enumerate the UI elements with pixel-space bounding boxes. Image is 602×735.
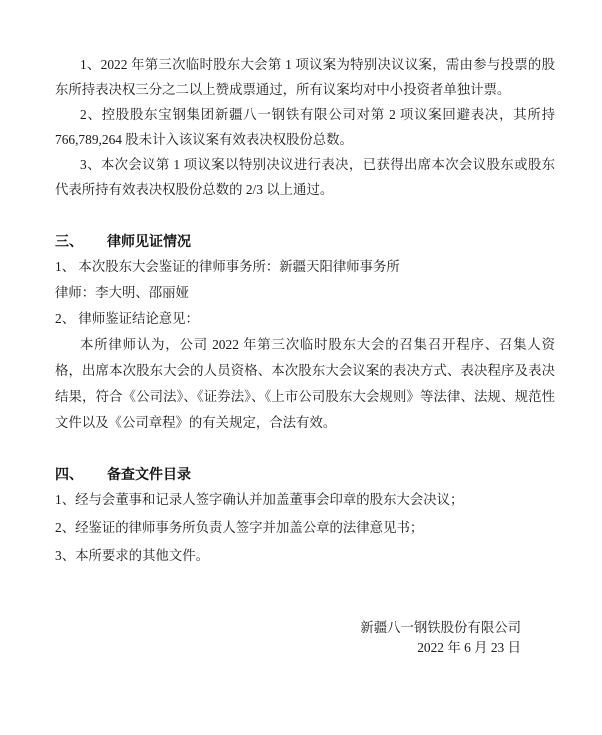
paragraph-special-resolution-rule: 1、2022 年第三次临时股东大会第 1 项议案为特别决议议案，需由参与投票的股东所持表决权三分之二以上赞成票通过，所有议案均对中小投资者单独计票。 [55, 57, 555, 97]
section-title-lawyer-witness: 律师见证情况 [107, 233, 191, 249]
section-number-three: 三、 [55, 233, 83, 249]
lawyer-firm-line: 1、 本次股东大会鉴证的律师事务所：新疆天阳律师事务所 [55, 259, 400, 274]
lawyer-opinion-paragraph: 本所律师认为，公司 2022 年第三次临时股东大会的召集召开程序、召集人资格，出席本次股东大会的人员资格、本次股东大会议案的表决方式、表决程序及表决结果，符合《公司法》、《证券法》、《上市公司股东大会规则》等法律、法规、规范性文件以及《公司章程》的有关规定，合法有效。 [55, 337, 555, 430]
signature-date: 2022 年 6 月 23 日 [417, 640, 521, 655]
section-reference-documents [55, 487, 555, 568]
paragraph-controlling-shareholder-abstention: 2、控股股东宝钢集团新疆八一钢铁有限公司对第 2 项议案回避表决，其所持 766,789,264 股未计入该议案有效表决权股份总数。 [55, 107, 555, 147]
section-number-four: 四、 [55, 466, 83, 482]
lawyer-conclusion-label: 2、 律师鉴证结论意见： [55, 311, 199, 326]
section-title-reference-documents: 备查文件目录 [107, 466, 191, 482]
paragraph-special-resolution-passed: 3、本次会议第 1 项议案以特别决议进行表决，已获得出席本次会议股东或股东代表所持有效表决权股份总数的 2/3 以上通过。 [55, 157, 555, 197]
reference-document-item-3: 3、本所要求的其他文件。 [55, 548, 209, 563]
lawyer-names-line: 律师：李大明、邵丽娅 [55, 285, 189, 300]
reference-document-item-1: 1、经与会董事和记录人签字确认并加盖董事会印章的股东大会决议； [55, 492, 464, 507]
reference-document-item-2: 2、经鉴证的律师事务所负责人签字并加盖公章的法律意见书； [55, 520, 424, 535]
signature-block [55, 618, 521, 658]
section-lawyer-witness [55, 254, 555, 436]
signature-company-name: 新疆八一钢铁股份有限公司 [360, 620, 521, 635]
section-heading-reference-documents [55, 462, 555, 487]
section-heading-lawyer-witness [55, 229, 555, 254]
